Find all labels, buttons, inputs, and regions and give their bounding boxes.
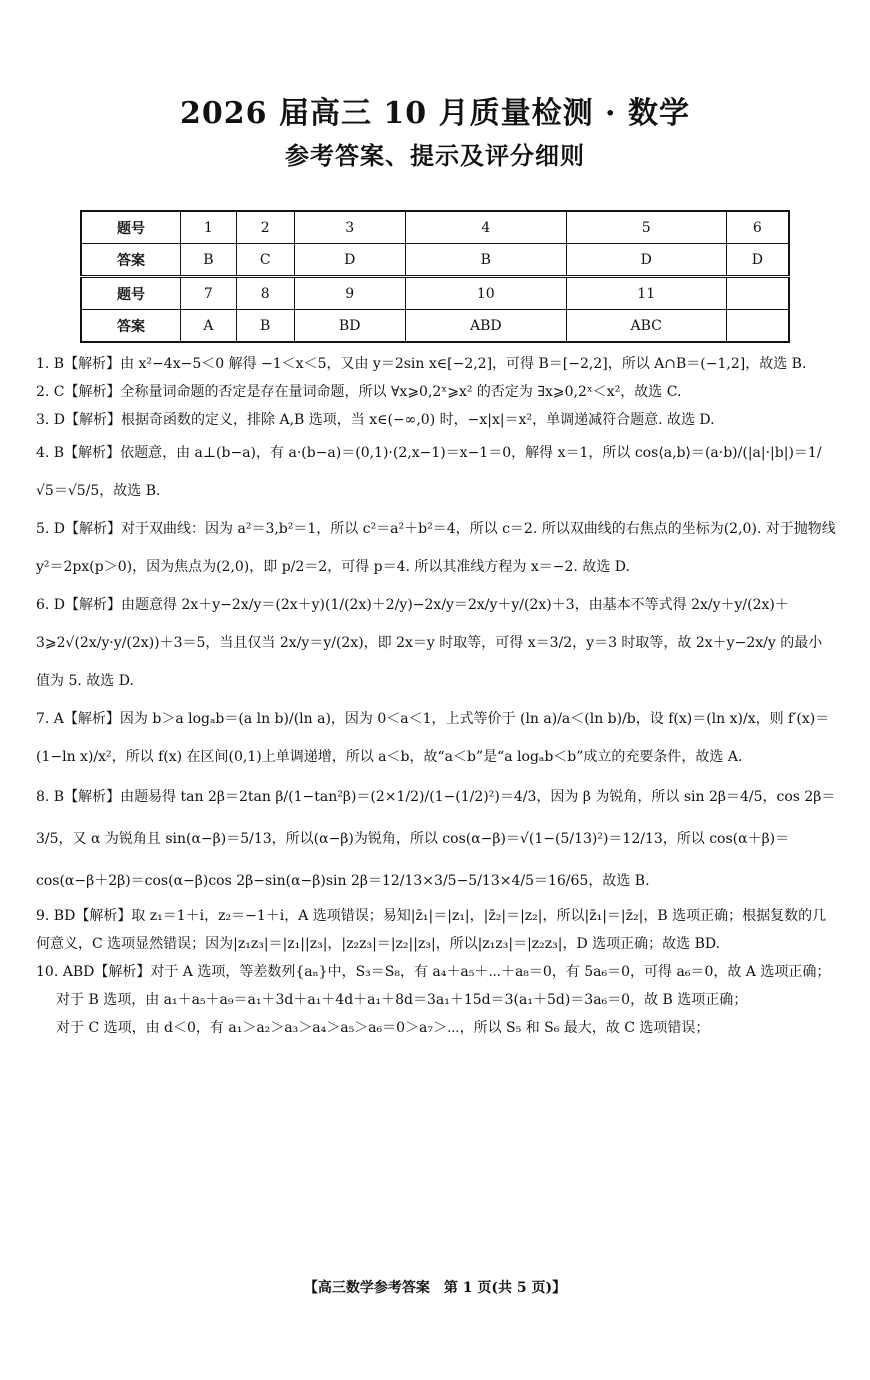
table-cell: C: [236, 244, 294, 277]
solution-8: 8. B【解析】由题易得 tan 2β＝2tan β/(1−tan²β)＝(2×1/2)/(1−(1/2)²)＝4/3，因为 β 为锐角，所以 sin 2β＝4/5，cos 2β＝3/5，又 α 为锐角且 sin(α−β)＝5/13，所以(α−β)为锐角，所以 cos(α−β)＝√(1−(5/13)²)＝12/13，所以 cos(α＋β)＝cos(α−β＋2β)＝cos(α−β)cos 2β−sin(α−β)sin 2β＝12/13×3/5−5/13×4/5＝16/65，故选 B.: [36, 789, 836, 889]
row-label-answer: 答案: [81, 244, 181, 277]
table-cell: 10: [405, 277, 566, 310]
table-row: [81, 244, 789, 277]
solution-2: 2. C【解析】全称量词命题的否定是存在量词命题，所以 ∀x⩾0,2ˣ⩾x² 的否定为 ∃x⩾0,2ˣ＜x²，故选 C.: [36, 384, 682, 400]
solution-10: 10. ABD【解析】对于 A 选项，等差数列{aₙ}中，S₃＝S₈，有 a₄＋a₅＋⋯＋a₈＝0，有 5a₆＝0，可得 a₆＝0，故 A 选项正确；: [36, 964, 831, 980]
table-cell: BD: [294, 310, 405, 343]
solution-7: 7. A【解析】因为 b＞a logₐb＝(a ln b)/(ln a)，因为 0＜a＜1，上式等价于 (ln a)/a＜(ln b)/b，设 f(x)＝(ln x)/x，则 f′(x)＝(1−ln x)/x²，所以 f(x) 在区间(0,1)上单调递增，所以 a＜b，故“a＜b”是“a logₐb＜b”成立的充要条件，故选 A.: [36, 711, 830, 765]
solution-6: 6. D【解析】由题意得 2x＋y−2x/y＝(2x＋y)(1/(2x)＋2/y)−2x/y＝2x/y＋y/(2x)＋3，由基本不等式得 2x/y＋y/(2x)＋3⩾2√(2x/y·y/(2x))＋3＝5，当且仅当 2x/y＝y/(2x)，即 2x＝y 时取等，可得 x＝3/2，y＝3 时取等，故 2x＋y−2x/y 的最小值为 5. 故选 D.: [36, 597, 823, 689]
solution-1: 1. B【解析】由 x²−4x−5＜0 解得 −1＜x＜5，又由 y＝2sin x∈[−2,2]，可得 B＝[−2,2]，所以 A∩B＝(−1,2]，故选 B.: [36, 356, 807, 372]
table-cell: 6: [726, 211, 789, 244]
solution-5: 5. D【解析】对于双曲线：因为 a²＝3,b²＝1，所以 c²＝a²＋b²＝4，所以 c＝2. 所以双曲线的右焦点的坐标为(2,0). 对于抛物线 y²＝2px(p＞0)，因为焦点为(2,0)，即 p/2＝2，可得 p＝4. 所以其准线方程为 x＝−2. 故选 D.: [36, 521, 836, 575]
table-row: [81, 277, 789, 310]
row-label-number: 题号: [81, 211, 181, 244]
solution-9: 9. BD【解析】取 z₁＝1＋i，z₂＝−1＋i，A 选项错误；易知|z̄₁|＝|z₁|，|z̄₂|＝|z₂|，所以|z̄₁|＝|z̄₂|，B 选项正确；根据复数的几何意义，C 选项显然错误；因为|z₁z₃|＝|z₁||z₃|，|z₂z₃|＝|z₂||z₃|，所以|z₁z₃|＝|z₂z₃|，D 选项正确；故选 BD.: [36, 908, 827, 952]
table-cell: B: [181, 244, 237, 277]
table-cell: 7: [181, 277, 237, 310]
page-subtitle: 参考答案、提示及评分细则: [285, 141, 585, 170]
table-cell: D: [294, 244, 405, 277]
table-cell: 3: [294, 211, 405, 244]
table-cell: 8: [236, 277, 294, 310]
row-label-answer: 答案: [81, 310, 181, 343]
table-cell: B: [405, 244, 566, 277]
table-cell: [726, 277, 789, 310]
table-cell: 5: [566, 211, 726, 244]
table-cell: 11: [566, 277, 726, 310]
table-cell: 4: [405, 211, 566, 244]
table-cell: A: [181, 310, 237, 343]
solution-10-option-b: 对于 B 选项，由 a₁＋a₅＋a₉＝a₁＋3d＋a₁＋4d＋a₁＋8d＝3a₁＋15d＝3(a₁＋5d)＝3a₆＝0，故 B 选项正确；: [56, 992, 748, 1008]
table-cell: D: [566, 244, 726, 277]
table-cell: ABC: [566, 310, 726, 343]
table-cell: [726, 310, 789, 343]
table-cell: ABD: [405, 310, 566, 343]
table-cell: B: [236, 310, 294, 343]
solutions-body: [36, 350, 836, 1042]
table-cell: 1: [181, 211, 237, 244]
table-cell: 2: [236, 211, 294, 244]
table-cell: D: [726, 244, 789, 277]
page-footer: 【高三数学参考答案 第 1 页(共 5 页)】: [303, 1280, 567, 1296]
table-cell: 9: [294, 277, 405, 310]
page-title: 2026 届高三 10 月质量检测 · 数学: [180, 96, 690, 131]
solution-3: 3. D【解析】根据奇函数的定义，排除 A,B 选项，当 x∈(−∞,0) 时，−x|x|＝x²，单调递减符合题意. 故选 D.: [36, 412, 715, 428]
table-row: [81, 211, 789, 244]
solution-4: 4. B【解析】依题意，由 a⊥(b−a)，有 a·(b−a)＝(0,1)·(2,x−1)＝x−1＝0，解得 x＝1，所以 cos⟨a,b⟩＝(a·b)/(|a|·|b|)＝1/√5＝√5/5，故选 B.: [36, 445, 822, 499]
table-row: [81, 310, 789, 343]
answer-table: [80, 210, 790, 343]
row-label-number: 题号: [81, 277, 181, 310]
solution-10-option-c: 对于 C 选项，由 d＜0，有 a₁＞a₂＞a₃＞a₄＞a₅＞a₆＝0＞a₇＞⋯，所以 S₅ 和 S₆ 最大，故 C 选项错误；: [56, 1020, 710, 1036]
